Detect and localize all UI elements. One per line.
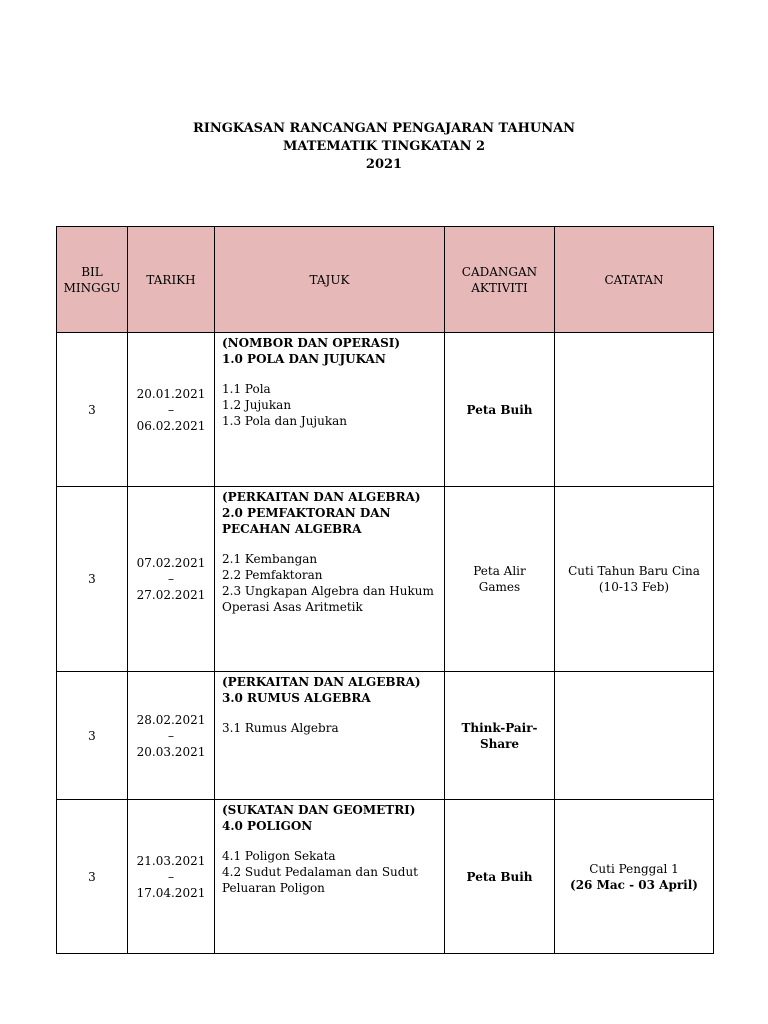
cell-tarikh: 07.02.2021 – 27.02.2021	[128, 487, 215, 672]
title-line-3: 2021	[365, 157, 403, 172]
cell-catatan	[555, 672, 714, 800]
table-row	[57, 672, 714, 800]
cell-bil: 3	[57, 333, 128, 487]
table-row	[57, 487, 714, 672]
document-title	[0, 120, 768, 174]
table-row	[57, 800, 714, 954]
header-cadangan-aktiviti: CADANGAN AKTIVITI	[445, 227, 555, 333]
cell-aktiviti: Peta Alir Games	[445, 487, 555, 672]
title-line-2: MATEMATIK TINGKATAN 2	[282, 139, 486, 154]
header-catatan: CATATAN	[555, 227, 714, 333]
cell-tajuk: (SUKATAN DAN GEOMETRI) 4.0 POLIGON 4.1 Poligon Sekata 4.2 Sudut Pedalaman dan Sudut Peluaran Poligon	[215, 800, 445, 954]
cell-bil: 3	[57, 487, 128, 672]
cell-aktiviti: Peta Buih	[445, 800, 555, 954]
cell-bil: 3	[57, 800, 128, 954]
teaching-plan-table	[56, 226, 714, 954]
header-bil-minggu: BIL MINGGU	[57, 227, 128, 333]
cell-tajuk: (PERKAITAN DAN ALGEBRA) 3.0 RUMUS ALGEBRA 3.1 Rumus Algebra	[215, 672, 445, 800]
cell-catatan: Cuti Penggal 1 (26 Mac - 03 April)	[555, 800, 714, 954]
cell-catatan: Cuti Tahun Baru Cina (10-13 Feb)	[555, 487, 714, 672]
header-tarikh: TARIKH	[128, 227, 215, 333]
cell-aktiviti: Peta Buih	[445, 333, 555, 487]
table-row	[57, 333, 714, 487]
table-header-row	[57, 227, 714, 333]
cell-tajuk: (NOMBOR DAN OPERASI) 1.0 POLA DAN JUJUKAN 1.1 Pola 1.2 Jujukan 1.3 Pola dan Jujukan	[215, 333, 445, 487]
cell-tarikh: 21.03.2021 – 17.04.2021	[128, 800, 215, 954]
cell-tajuk: (PERKAITAN DAN ALGEBRA) 2.0 PEMFAKTORAN DAN PECAHAN ALGEBRA 2.1 Kembangan 2.2 Pemfaktoran 2.3 Ungkapan Algebra dan Hukum Operasi Asas Aritmetik	[215, 487, 445, 672]
cell-tarikh: 20.01.2021 – 06.02.2021	[128, 333, 215, 487]
cell-tarikh: 28.02.2021 – 20.03.2021	[128, 672, 215, 800]
title-line-1: RINGKASAN RANCANGAN PENGAJARAN TAHUNAN	[192, 121, 576, 136]
cell-aktiviti: Think-Pair- Share	[445, 672, 555, 800]
cell-bil: 3	[57, 672, 128, 800]
cell-catatan	[555, 333, 714, 487]
header-tajuk: TAJUK	[215, 227, 445, 333]
